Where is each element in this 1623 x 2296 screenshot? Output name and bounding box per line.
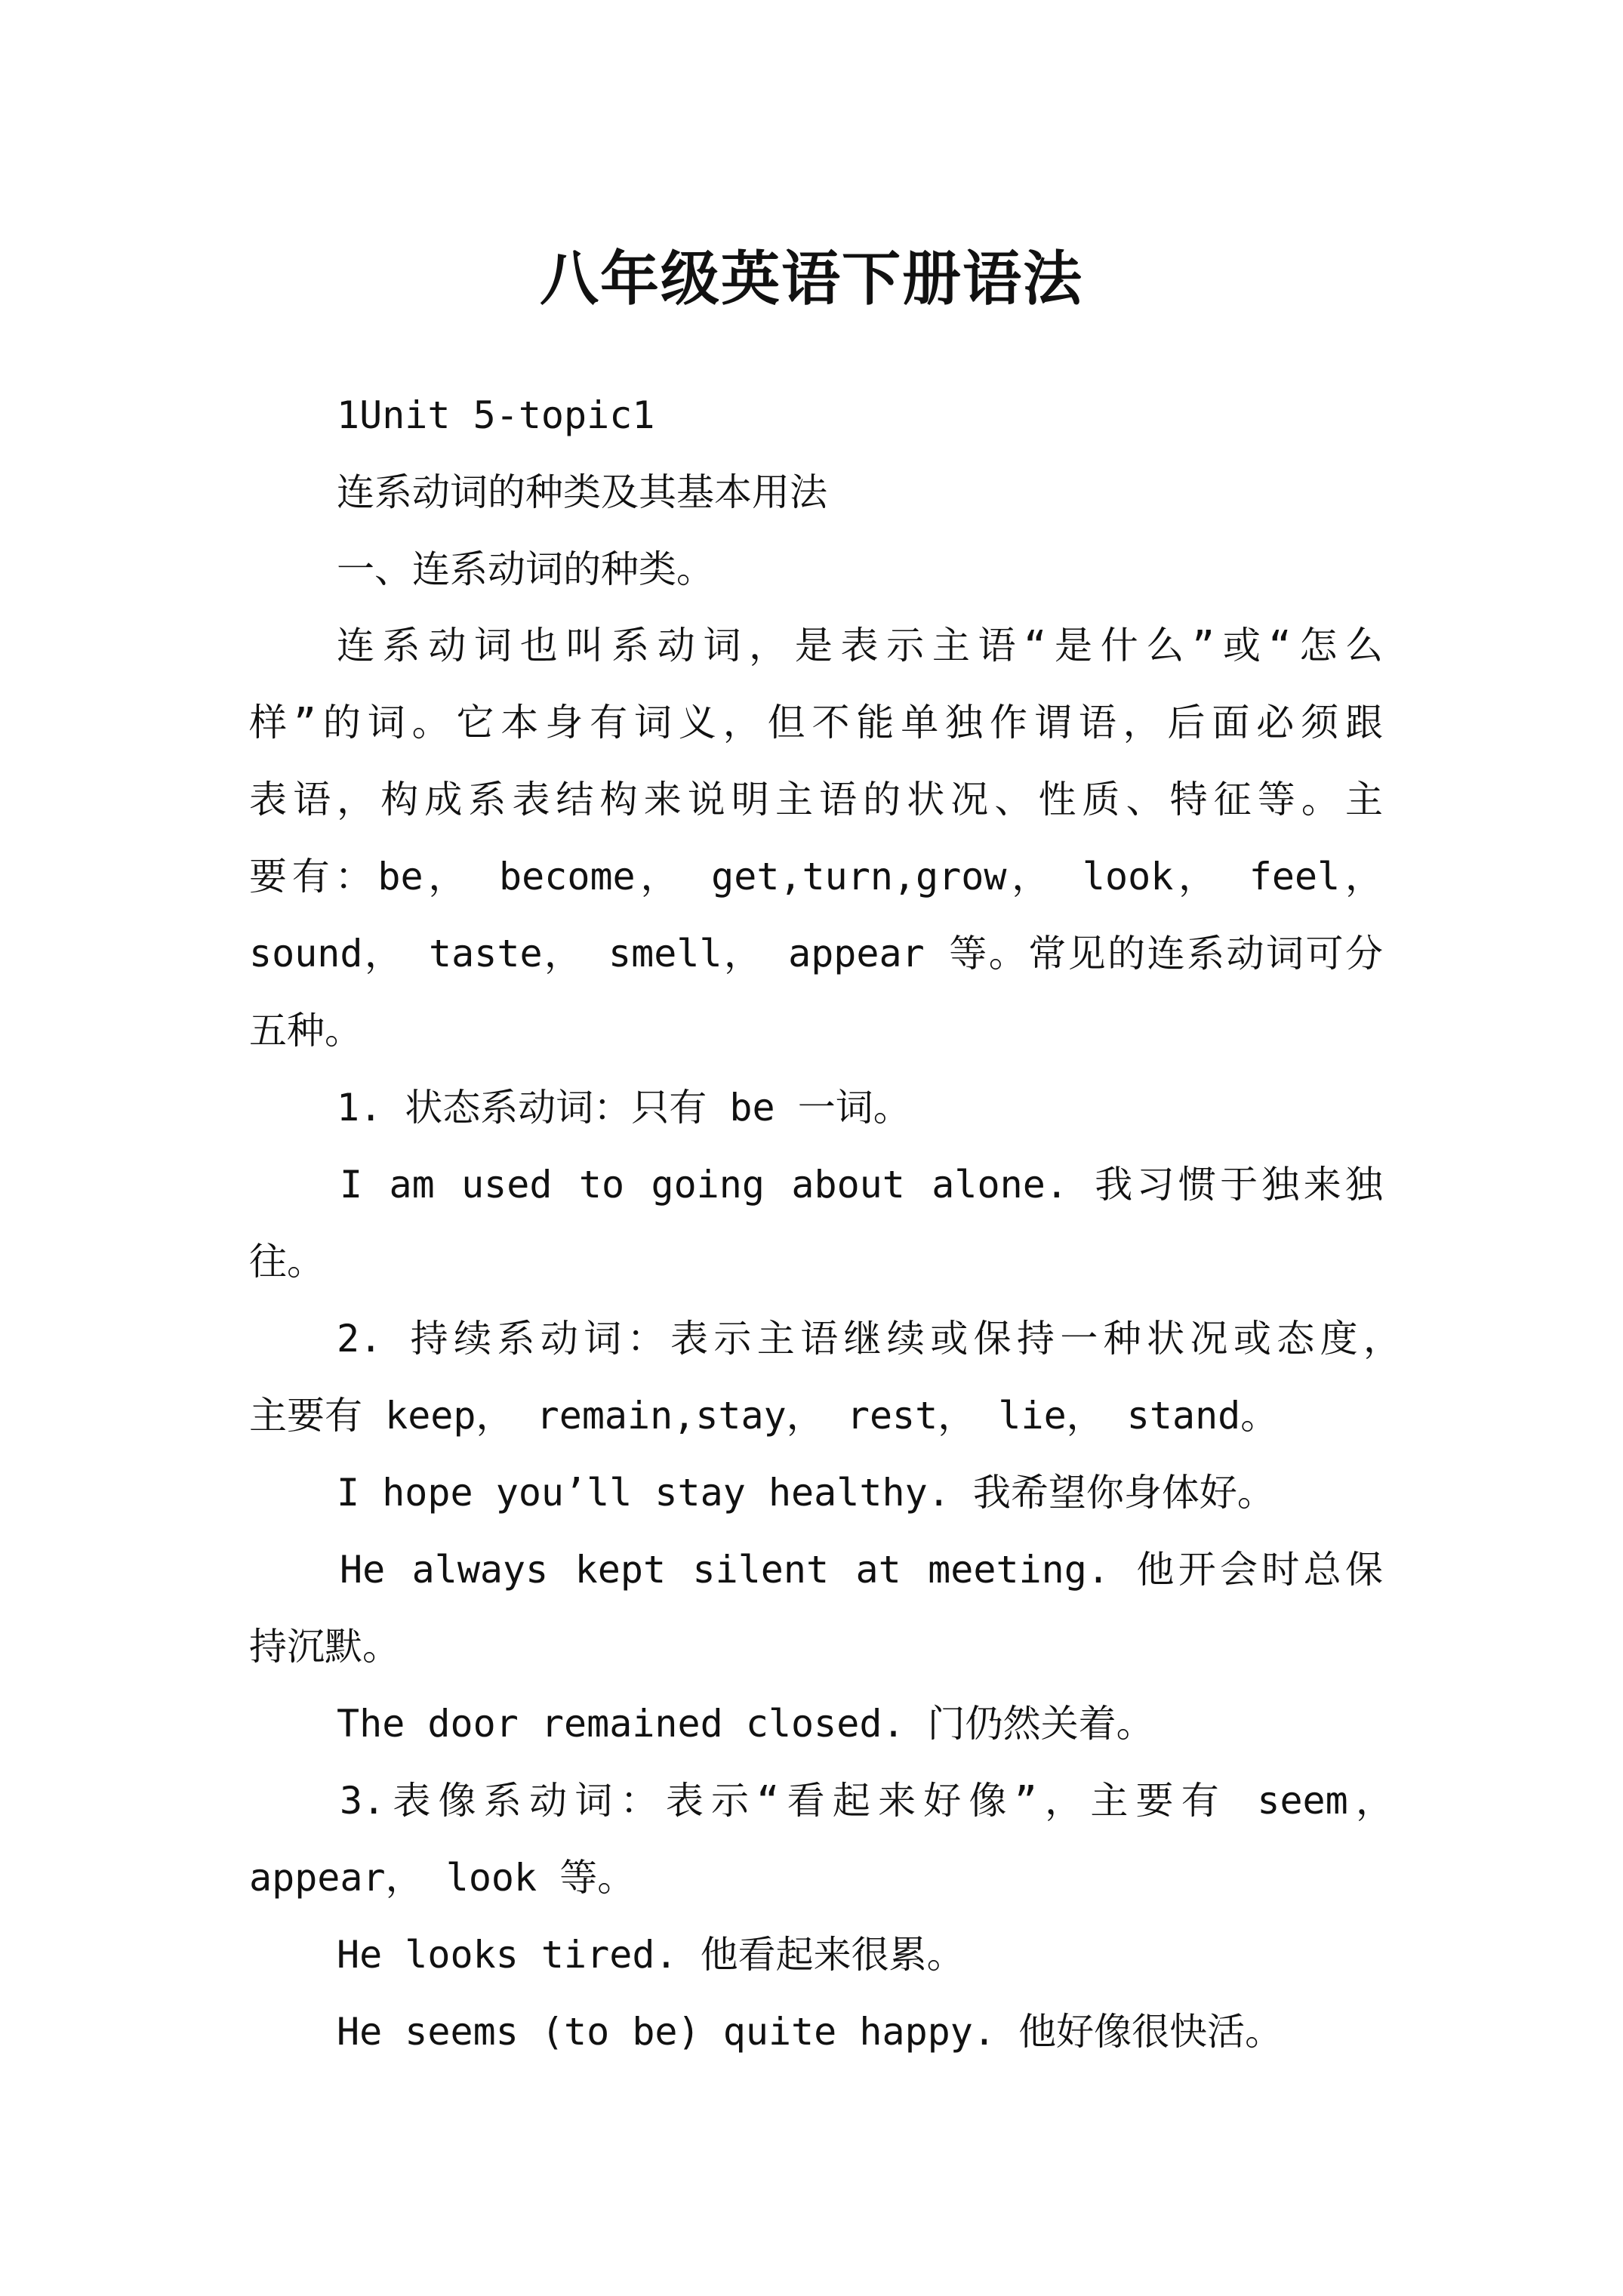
paragraph-line: 五种。 [249,1009,362,1052]
list-item-heading: 3.表像系动词：表示“看起来好像”，主要有 seem， [340,1779,1394,1823]
example-sentence: I am used to going about alone. 我习惯于独来独 [340,1163,1383,1207]
paragraph-line: 要有：be， become， get,turn,grow， look， feel， [249,855,1383,898]
example-sentence: He looks tired. 他看起来很累。 [337,1933,965,1977]
example-sentence: The door remained closed. 门仍然关着。 [337,1702,1154,1746]
paragraph-line: 连系动词也叫系动词，是表示主语“是什么”或“怎么 [337,624,1383,667]
paragraph-line: 主要有 keep， remain,stay， rest， lie， stand。 [249,1394,1279,1438]
paragraph-line: appear， look 等。 [249,1856,636,1900]
paragraph-line: sound， taste， smell， appear 等。常见的连系动词可分 [249,932,1383,975]
example-sentence: 持沉默。 [249,1625,400,1669]
section-heading: 连系动词的种类及其基本用法 [337,470,827,514]
paragraph-line: 1Unit 5-topic1 [337,393,655,437]
example-sentence: I hope you’ll stay healthy. 我希望你身体好。 [337,1471,1275,1515]
page-title: 八年级英语下册语法 [539,245,1083,314]
paragraph-line: 表语，构成系表结构来说明主语的状况、性质、特征等。主 [249,778,1383,821]
example-sentence: He seems (to be) quite happy. 他好像很快活。 [337,2010,1283,2054]
example-sentence: 往。 [249,1240,325,1284]
section-heading: 一、连系动词的种类。 [337,547,714,591]
list-item-heading: 2. 持续系动词：表示主语继续或保持一种状况或态度， [337,1317,1401,1361]
list-item-heading: 1. 状态系动词：只有 be 一词。 [337,1086,911,1130]
paragraph-line: 样”的词。它本身有词义，但不能单独作谓语，后面必须跟 [249,701,1383,744]
example-sentence: He always kept silent at meeting. 他开会时总保 [340,1548,1383,1592]
